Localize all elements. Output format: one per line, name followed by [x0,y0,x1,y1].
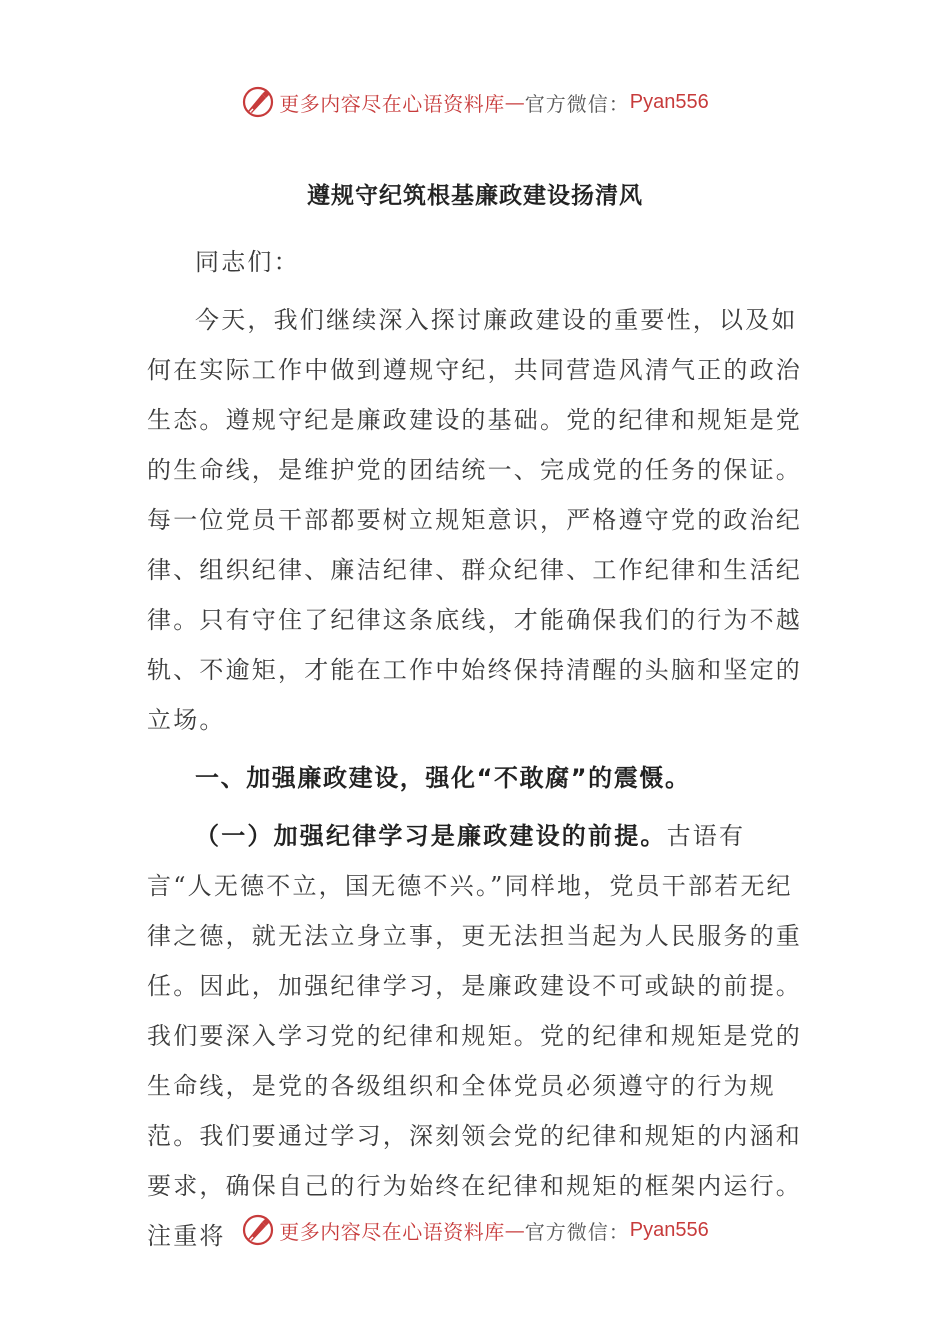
watermark-banner-top [0,82,950,122]
watermark-wechat-label: 官方微信： [524,1219,630,1244]
intro-paragraph: 今天，我们继续深入探讨廉政建设的重要性，以及如何在实际工作中做到遵规守纪，共同营造风清气正的政治生态。遵规守纪是廉政建设的基础。党的纪律和规矩是党的生命线，是维护党的团结统一、完成党的任务的保证。每一位党员干部都要树立规矩意识，严格遵守党的政治纪律、组织纪律、廉洁纪律、群众纪律、工作纪律和生活纪律。只有守住了纪律这条底线，才能确保我们的行为不越轨、不逾矩，才能在工作中始终保持清醒的头脑和坚定的立场。 [147,306,802,734]
watermark-wechat-label: 官方微信： [524,91,630,116]
watermark-wechat-id: Pyan556 [629,1218,709,1241]
greeting-paragraph: 同志们： [195,248,300,276]
watermark-dash: — [504,1218,525,1242]
subsection-heading-1: （一）加强纪律学习是廉政建设的前提。 [195,822,667,850]
document-title: 遵规守纪筑根基廉政建设扬清风 [307,183,643,209]
watermark-banner-bottom [0,1210,950,1250]
watermark-wechat-id: Pyan556 [629,90,709,113]
document-body [147,237,807,1269]
subsection-paragraph-1 [147,811,807,1261]
pen-nib-logo-icon [241,85,275,119]
section-heading-1: 一、加强廉政建设，强化“不敢腐”的震慑。 [195,764,691,792]
watermark-site-text: 更多内容尽在心语资料库 [279,91,505,116]
pen-nib-logo-icon [241,1213,275,1247]
subsection-body-1: 古语有言“人无德不立，国无德不兴。”同样地，党员干部若无纪律之德，就无法立身立事，更无法担当起为人民服务的重任。因此，加强纪律学习，是廉政建设不可或缺的前提。我们要深入学习党的纪律和规矩。党的纪律和规矩是党的生命线，是党的各级组织和全体党员必须遵守的行为规范。我们要通过学习，深刻领会党的纪律和规矩的内涵和要求，确保自己的行为始终在纪律和规矩的框架内运行。注重将 [147,822,802,1250]
watermark-dash: — [504,90,525,114]
watermark-site-text: 更多内容尽在心语资料库 [279,1219,505,1244]
